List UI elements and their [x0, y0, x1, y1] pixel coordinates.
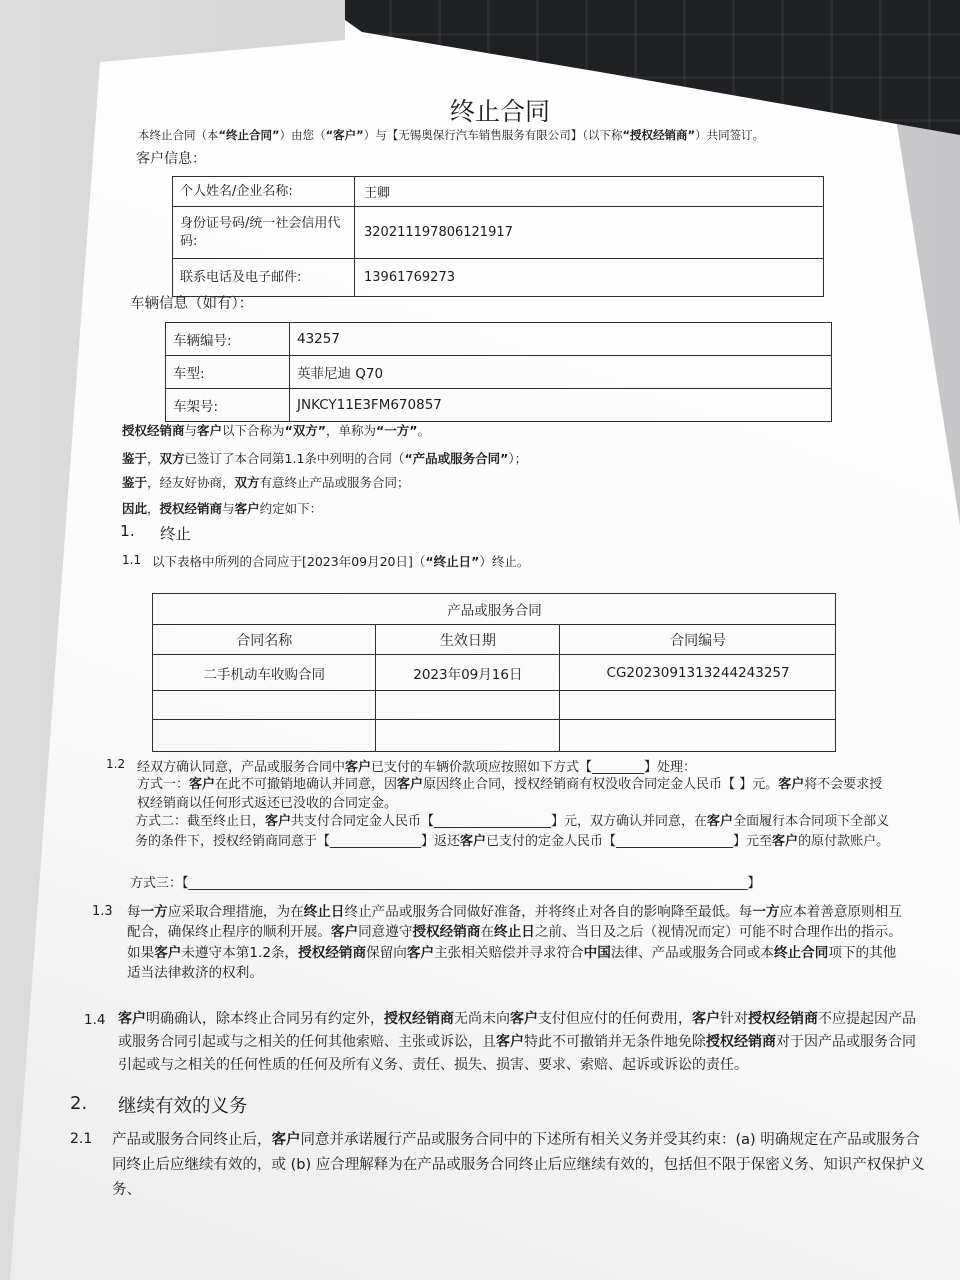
- text-segment: 约定如下：: [259, 501, 323, 516]
- bold-text-segment: 客户: [397, 777, 424, 792]
- bold-text-segment: 客户: [197, 423, 223, 438]
- bold-text-segment: 授权经销商: [412, 924, 481, 941]
- contract-name-cell: 二手机动车收购合同: [153, 655, 376, 691]
- text-segment: 与: [184, 423, 198, 438]
- empty-cell: [560, 691, 836, 720]
- option-3-text: [130, 872, 761, 891]
- table-row: [173, 177, 824, 207]
- bold-text-segment: 客户: [460, 833, 487, 849]
- text-segment: 有意终止产品或服务合同；: [259, 475, 410, 490]
- bold-text-segment: 终止合同: [773, 944, 829, 961]
- field-label: 车架号:: [166, 389, 290, 422]
- text-segment: 保留向: [366, 944, 407, 961]
- customer-info-table: [172, 176, 824, 297]
- empty-table-row: [153, 691, 836, 720]
- text-segment: 同意遵守: [358, 924, 413, 941]
- text-segment: ，: [147, 501, 160, 516]
- text-segment: 同意并承诺履行产品或服务合同中的下述所有相关义务并受其约束：(a) 明确规定在产品或服务合同终止后应继续有效的，或 (b) 应合理解释为在产品或服务合同终止后应继续有效的，包括但不限于保密义务、知识产权保护义务、: [112, 1132, 925, 1198]
- field-label: 联系电话及电子邮件:: [173, 259, 355, 297]
- table-row: [166, 389, 832, 422]
- field-label: 车辆编号:: [166, 323, 290, 356]
- text-segment: 应本着善意原则相互配合，确保终止程序的顺利开展。: [127, 904, 902, 941]
- text-segment: 方式二：截至终止日，: [135, 814, 266, 829]
- clause-text: [112, 1128, 927, 1203]
- bold-text-segment: 客户: [496, 1034, 524, 1050]
- text-segment: 将不会要求授权经销商以任何形式返还已没收的合同定金。: [137, 777, 883, 811]
- clause-number: 1.4: [84, 1012, 106, 1028]
- effective-date-cell: 2023年09月16日: [375, 655, 560, 691]
- bold-text-segment: “客户”: [325, 128, 364, 142]
- document-title: 终止合同: [449, 97, 550, 126]
- empty-cell: [153, 720, 376, 752]
- table-caption-row: [153, 594, 836, 625]
- clause-number: 1.2: [106, 757, 126, 771]
- text-segment: 之前、当日及之后（视情况而定）可能不时合理作出的指示。如果: [127, 924, 902, 961]
- clause-text: [127, 902, 907, 984]
- bold-text-segment: 客户: [707, 814, 734, 829]
- clause-text: [152, 552, 529, 570]
- empty-table-row: [153, 720, 836, 752]
- table-row: [173, 207, 824, 259]
- clause-number: 1.3: [92, 904, 113, 919]
- contract-number-cell: CG2023091313244243257: [560, 655, 836, 691]
- field-value: JNKCY11E3FM670857: [290, 389, 832, 422]
- bold-text-segment: 授权经销商: [122, 423, 185, 438]
- clause-text: [137, 756, 897, 775]
- bold-text-segment: 授权经销商: [298, 944, 367, 961]
- bold-text-segment: “产品或服务合同”: [404, 451, 509, 466]
- bold-text-segment: 一方: [752, 904, 780, 920]
- bold-text-segment: 客户: [118, 1011, 146, 1027]
- vehicle-info-table: [165, 322, 832, 422]
- text-segment: 已签订了本合同第1.1条中列明的合同（: [184, 451, 405, 466]
- bold-text-segment: 终止日: [494, 924, 535, 941]
- text-segment: 应采取合理措施，为在: [167, 904, 304, 920]
- bold-text-segment: “授权经销商”: [622, 128, 696, 142]
- bold-text-segment: “一方”: [376, 423, 418, 438]
- bold-text-segment: 客户: [189, 777, 216, 792]
- text-segment: 方式一：: [137, 777, 190, 792]
- parties-paragraph: [122, 421, 430, 439]
- text-segment: 产品或服务合同终止后，: [112, 1132, 272, 1148]
- text-segment: 未遵守本第1.2条，: [181, 944, 299, 961]
- bold-text-segment: 中国: [583, 944, 611, 961]
- clause-text: [118, 1008, 923, 1077]
- text-segment: ，: [147, 451, 160, 466]
- bold-text-segment: 客户: [234, 501, 260, 516]
- text-segment: ）终止。: [479, 554, 530, 569]
- bold-text-segment: 授权经销商: [748, 1011, 818, 1027]
- table-row: [173, 259, 824, 297]
- bold-text-segment: 客户: [510, 1011, 538, 1027]
- bold-text-segment: 一方: [140, 904, 168, 920]
- bold-text-segment: 客户: [772, 833, 799, 849]
- text-segment: 已支付的车辆价款项应按照如下方式【________】处理：: [371, 760, 697, 775]
- table-row: [166, 356, 832, 389]
- bold-text-segment: 客户: [778, 777, 805, 792]
- text-segment: 原因终止合同，授权经销商有权没收合同定金人民币【 】元。: [423, 777, 779, 792]
- option-2-text: [135, 812, 891, 851]
- table-caption: 产品或服务合同: [153, 594, 836, 625]
- text-segment: ）由您（: [279, 128, 326, 142]
- field-value: 320211197806121917: [355, 207, 824, 259]
- text-segment: 方式三：【______________________________________________________________________________________】: [130, 876, 761, 891]
- field-value: 英菲尼迪 Q70: [290, 356, 832, 389]
- column-header: 合同名称: [153, 625, 376, 655]
- customer-info-heading: 客户信息：: [136, 151, 206, 167]
- bold-text-segment: 授权经销商: [384, 1011, 454, 1027]
- column-header: 合同编号: [560, 625, 836, 655]
- bold-text-segment: “终止合同”: [218, 128, 280, 142]
- empty-cell: [375, 720, 560, 752]
- text-segment: 无尚未向: [454, 1011, 510, 1027]
- text-segment: 全面履行本合同项下全部义务的条件下，授权经销商同意于【______________】返还: [135, 814, 890, 849]
- text-segment: 以下合称为: [222, 423, 285, 438]
- section-title: 继续有效的义务: [118, 1096, 248, 1117]
- bold-text-segment: 授权经销商: [159, 501, 223, 516]
- bold-text-segment: 授权经销商: [706, 1034, 776, 1050]
- table-row: [153, 655, 836, 691]
- vehicle-info-heading: 车辆信息（如有）：: [130, 296, 254, 312]
- whereas-paragraph-1: [122, 449, 527, 467]
- bold-text-segment: 因此: [122, 501, 148, 516]
- empty-cell: [153, 691, 376, 720]
- bold-text-segment: 终止日: [303, 904, 345, 920]
- text-segment: 以下表格中所列的合同应于[2023年09月20日]（: [152, 554, 426, 569]
- text-segment: 对于因产品或服务合同引起或与之相关的任何性质的任何及所有义务、责任、损失、损害、要求、索赔、起诉或诉讼的责任。: [118, 1034, 916, 1073]
- therefore-paragraph: [122, 499, 322, 517]
- field-label: 身份证号码/统一社会信用代码:: [173, 207, 355, 259]
- field-label: 车型:: [166, 356, 290, 389]
- bold-text-segment: 客户: [265, 814, 292, 829]
- text-segment: 与: [222, 501, 235, 516]
- bold-text-segment: 双方: [159, 451, 185, 466]
- table-header-row: [153, 625, 836, 655]
- text-segment: 在: [480, 924, 495, 941]
- bold-text-segment: 客户: [406, 944, 435, 961]
- text-segment: 每: [127, 904, 141, 920]
- text-segment: 不应提起因产品或服务合同引起或与之相关的任何其他索赔、主张或诉讼，且: [118, 1011, 916, 1050]
- bold-text-segment: 客户: [345, 760, 372, 775]
- section-title: 终止: [160, 525, 192, 543]
- text-segment: 终止产品或服务合同做好准备，并将终止对各自的影响降至最低。每: [344, 904, 753, 920]
- text-segment: 特此不可撤销并无条件地免除: [524, 1034, 706, 1050]
- field-value: 43257: [290, 323, 832, 356]
- text-segment: 已支付的定金人民币【__________________】元至: [486, 833, 773, 849]
- text-segment: 经双方确认同意，产品或服务合同中: [137, 760, 346, 775]
- bold-text-segment: 鉴于: [122, 475, 148, 490]
- bold-text-segment: “双方”: [284, 423, 326, 438]
- text-segment: ）；: [508, 451, 528, 466]
- field-value: 王卿: [355, 177, 824, 207]
- bold-text-segment: 客户: [271, 1132, 301, 1148]
- option-1-text: [137, 775, 889, 813]
- empty-cell: [375, 691, 560, 720]
- bold-text-segment: 鉴于: [122, 451, 148, 466]
- text-segment: 明确确认，除本终止合同另有约定外，: [146, 1011, 384, 1027]
- text-segment: 的原付款账户。: [798, 833, 890, 849]
- field-label: 个人姓名/企业名称:: [173, 177, 355, 207]
- text-segment: ）共同签订。: [695, 128, 765, 142]
- column-header: 生效日期: [375, 625, 560, 655]
- text-segment: 共支付合同定金人民币【__________________】元，双方确认并同意，在: [291, 814, 708, 829]
- bold-text-segment: “终止日”: [425, 554, 480, 569]
- table-row: [166, 323, 832, 356]
- bold-text-segment: 客户: [330, 924, 359, 941]
- bold-text-segment: 客户: [692, 1011, 720, 1027]
- text-segment: 针对: [720, 1011, 748, 1027]
- section-number: 2.: [70, 1093, 88, 1114]
- field-value: 13961769273: [355, 259, 824, 297]
- clause-number: 2.1: [70, 1131, 93, 1147]
- intro-paragraph: [138, 127, 764, 143]
- text-segment: 法律、产品或服务合同或本: [610, 944, 774, 961]
- text-segment: 在此不可撤销地确认并同意，因: [215, 777, 398, 792]
- section-number: 1.: [120, 522, 135, 540]
- text-segment: 项下的其他适当法律救济的权利。: [127, 944, 897, 982]
- clause-number: 1.1: [122, 553, 142, 567]
- whereas-paragraph-2: [122, 473, 410, 491]
- text-segment: ，单称为: [326, 423, 377, 438]
- text-segment: ）与【无锡奥保行汽车销售服务有限公司】（以下称: [363, 128, 623, 142]
- text-segment: 主张相关赔偿并寻求符合: [434, 944, 584, 961]
- text-segment: 本终止合同（本: [138, 128, 219, 142]
- text-segment: 支付但应付的任何费用，: [538, 1011, 692, 1027]
- bold-text-segment: 双方: [234, 475, 260, 490]
- empty-cell: [560, 720, 836, 752]
- bold-text-segment: 客户: [154, 944, 182, 961]
- contract-table: [152, 593, 836, 752]
- text-segment: ，经友好协商，: [147, 475, 235, 490]
- text-segment: 。: [417, 423, 430, 438]
